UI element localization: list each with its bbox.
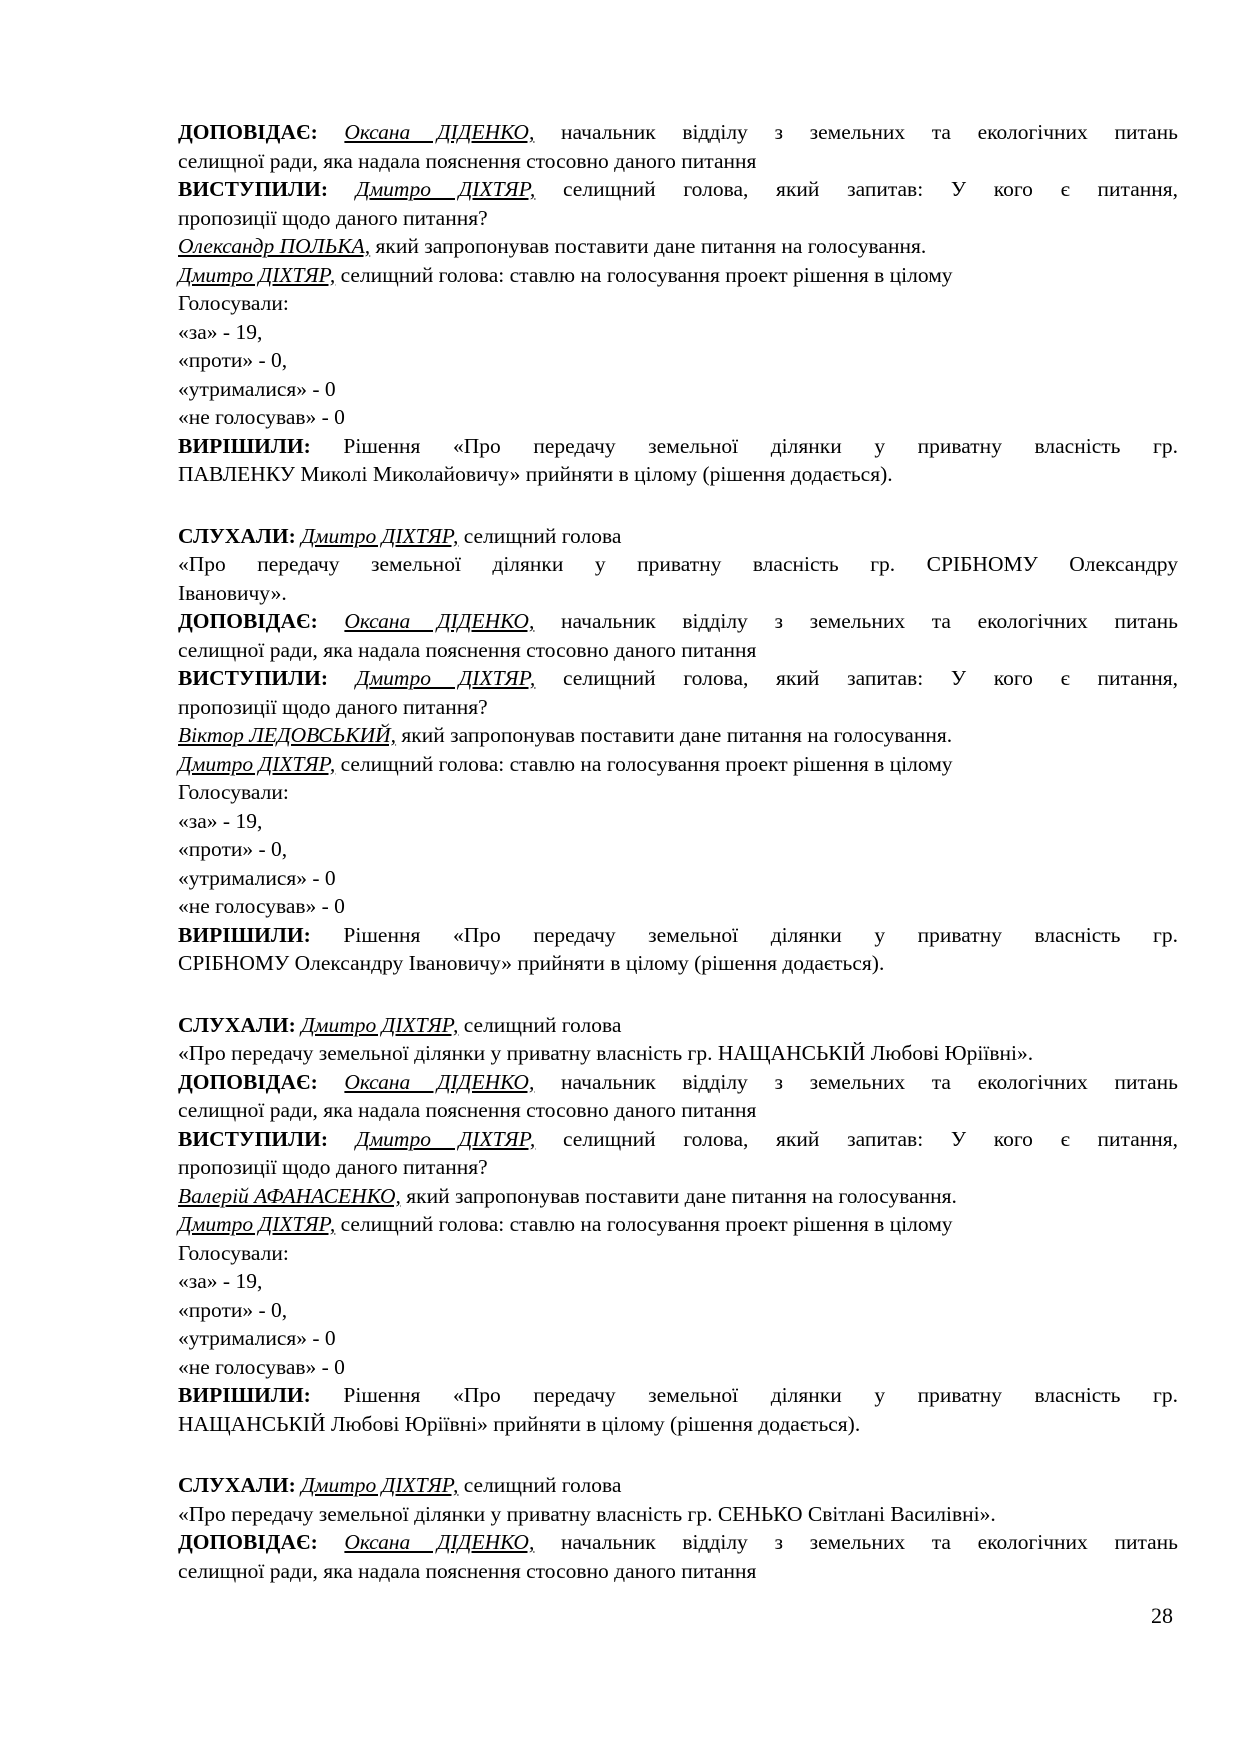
person-didenko: Оксана ДІДЕНКО,: [344, 1530, 535, 1554]
vote-not-voted: «не голосував» - 0: [178, 1354, 345, 1379]
vote-not-voted: «не голосував» - 0: [178, 405, 345, 429]
vote-against: «проти» - 0,: [178, 1297, 288, 1322]
vote-abstained: «утрималися» - 0: [178, 1326, 336, 1350]
person-dikhtiar: Дмитро ДІХТЯР,: [355, 1126, 536, 1151]
topic-line: «Про передачу земельної ділянки у приватну власність гр. НАЩАНСЬКІЙ Любові Юріївні».: [178, 1041, 1034, 1065]
topic-line: «Про передачу земельної ділянки у приватну власність гр. СЕНЬКО Світлані Василівні».: [178, 1501, 996, 1526]
decided-line: [178, 921, 1178, 950]
reported-label: ДОПОВІДАЄ:: [178, 1069, 318, 1094]
spoke-line: [178, 664, 1178, 693]
person-dikhtiar: Дмитро ДІХТЯР,: [301, 1012, 459, 1037]
reported-line: [178, 118, 1178, 147]
decision-intro: Рішення «Про передачу земельної ділянки у приватну власність гр.: [310, 433, 1178, 458]
heard-line: [178, 522, 1178, 551]
reported-line: [178, 607, 1178, 636]
document-page: [178, 118, 1178, 1585]
voted-label: Голосували:: [178, 1240, 289, 1265]
head-title: селищний голова: [458, 1012, 622, 1037]
reported-label: ДОПОВІДАЄ:: [178, 120, 318, 144]
proposal-text: який запропонував поставити дане питання на голосування.: [400, 1183, 957, 1208]
decided-label: ВИРІШИЛИ:: [178, 1383, 311, 1407]
reported-line: [178, 1528, 1178, 1557]
head-vote-text: селищний голова: ставлю на голосування проект рішення в цілому: [335, 751, 953, 776]
head-question: селищний голова, який запитав: У кого є питання,: [535, 1126, 1179, 1151]
vote-abstained: «утрималися» - 0: [178, 376, 336, 401]
head-question: селищний голова, який запитав: У кого є питання,: [535, 666, 1179, 690]
decision-end: СРІБНОМУ Олександру Івановичу» прийняти в цілому (рішення додається).: [178, 951, 885, 975]
decision-intro: Рішення «Про передачу земельної ділянки у приватну власність гр.: [310, 922, 1178, 947]
vote-not-voted: «не голосував» - 0: [178, 894, 345, 918]
page-number: 28: [1151, 1603, 1173, 1628]
didenko-role-cont: селищної ради, яка надала пояснення стосовно даного питання: [178, 637, 757, 662]
head-vote-line: [178, 750, 1178, 779]
person-dikhtiar: Дмитро ДІХТЯР,: [355, 666, 536, 690]
didenko-role: начальник відділу з земельних та екологічних питань: [534, 609, 1178, 633]
proposal-text: який запропонував поставити дане питання на голосування.: [396, 723, 953, 747]
head-vote-text: селищний голова: ставлю на голосування проект рішення в цілому: [335, 262, 953, 287]
section-gap: [178, 489, 1178, 522]
didenko-role-cont: селищної ради, яка надала пояснення стосовно даного питання: [178, 1098, 757, 1122]
heard-label: СЛУХАЛИ:: [178, 1012, 296, 1037]
person-dikhtiar: Дмитро ДІХТЯР,: [178, 1212, 336, 1236]
decided-label: ВИРІШИЛИ:: [178, 922, 311, 947]
person-ledovskyi: Віктор ЛЕДОВСЬКИЙ,: [178, 723, 397, 747]
decision-end: НАЩАНСЬКІЙ Любові Юріївні» прийняти в цілому (рішення додається).: [178, 1411, 861, 1436]
vote-for: «за» - 19,: [178, 319, 263, 344]
head-vote-line: [178, 261, 1178, 290]
head-vote-text: селищний голова: ставлю на голосування проект рішення в цілому: [335, 1212, 953, 1236]
section-gap: [178, 1438, 1178, 1471]
person-didenko: Оксана ДІДЕНКО,: [344, 609, 535, 633]
decided-line: [178, 1381, 1178, 1410]
didenko-role: начальник відділу з земельних та екологічних питань: [534, 1530, 1178, 1554]
spoke-label: ВИСТУПИЛИ:: [178, 1126, 329, 1151]
spoke-label: ВИСТУПИЛИ:: [178, 177, 329, 201]
head-question-cont: пропозиції щодо даного питання?: [178, 694, 488, 719]
spoke-label: ВИСТУПИЛИ:: [178, 666, 329, 690]
reported-label: ДОПОВІДАЄ:: [178, 1530, 318, 1554]
person-didenko: Оксана ДІДЕНКО,: [344, 1069, 535, 1094]
didenko-role: начальник відділу з земельних та екологічних питань: [534, 120, 1178, 144]
vote-abstained: «утрималися» - 0: [178, 865, 336, 890]
spoke-line: [178, 175, 1178, 204]
didenko-role-cont: селищної ради, яка надала пояснення стосовно даного питання: [178, 1558, 757, 1583]
person-dikhtiar: Дмитро ДІХТЯР,: [301, 523, 459, 548]
person-afanasenko: Валерій АФАНАСЕНКО,: [178, 1183, 401, 1208]
proposal-text: який запропонував поставити дане питання на голосування.: [370, 234, 927, 258]
heard-label: СЛУХАЛИ:: [178, 1473, 296, 1497]
voted-label: Голосували:: [178, 291, 289, 315]
head-title: селищний голова: [458, 523, 622, 548]
topic-line: «Про передачу земельної ділянки у приватну власність гр. СРІБНОМУ Олександру: [178, 552, 1178, 576]
head-title: селищний голова: [458, 1473, 622, 1497]
person-didenko: Оксана ДІДЕНКО,: [344, 120, 535, 144]
heard-line: [178, 1011, 1178, 1040]
proposal-line: [178, 232, 1178, 261]
person-dikhtiar: Дмитро ДІХТЯР,: [355, 177, 536, 201]
proposal-line: [178, 721, 1178, 750]
topic-line-cont: Івановичу».: [178, 580, 287, 605]
proposal-line: [178, 1182, 1178, 1211]
person-dikhtiar: Дмитро ДІХТЯР,: [178, 751, 336, 776]
head-vote-line: [178, 1210, 1178, 1239]
heard-label: СЛУХАЛИ:: [178, 523, 296, 548]
head-question-cont: пропозиції щодо даного питання?: [178, 1155, 488, 1179]
vote-against: «проти» - 0,: [178, 348, 288, 372]
reported-label: ДОПОВІДАЄ:: [178, 609, 318, 633]
spoke-line: [178, 1125, 1178, 1154]
decided-line: [178, 432, 1178, 461]
decided-label: ВИРІШИЛИ:: [178, 433, 311, 458]
person-dikhtiar: Дмитро ДІХТЯР,: [178, 262, 336, 287]
reported-line: [178, 1068, 1178, 1097]
heard-line: [178, 1471, 1178, 1500]
person-dikhtiar: Дмитро ДІХТЯР,: [301, 1473, 459, 1497]
section-gap: [178, 978, 1178, 1011]
voted-label: Голосували:: [178, 780, 289, 804]
didenko-role-cont: селищної ради, яка надала пояснення стосовно даного питання: [178, 148, 757, 173]
decision-end: ПАВЛЕНКУ Миколі Миколайовичу» прийняти в цілому (рішення додається).: [178, 462, 893, 486]
vote-for: «за» - 19,: [178, 1269, 263, 1293]
vote-for: «за» - 19,: [178, 808, 263, 833]
didenko-role: начальник відділу з земельних та екологічних питань: [534, 1069, 1178, 1094]
head-question-cont: пропозиції щодо даного питання?: [178, 205, 488, 230]
head-question: селищний голова, який запитав: У кого є питання,: [535, 177, 1179, 201]
vote-against: «проти» - 0,: [178, 837, 288, 861]
person-polka: Олександр ПОЛЬКА,: [178, 234, 371, 258]
decision-intro: Рішення «Про передачу земельної ділянки у приватну власність гр.: [310, 1383, 1178, 1407]
